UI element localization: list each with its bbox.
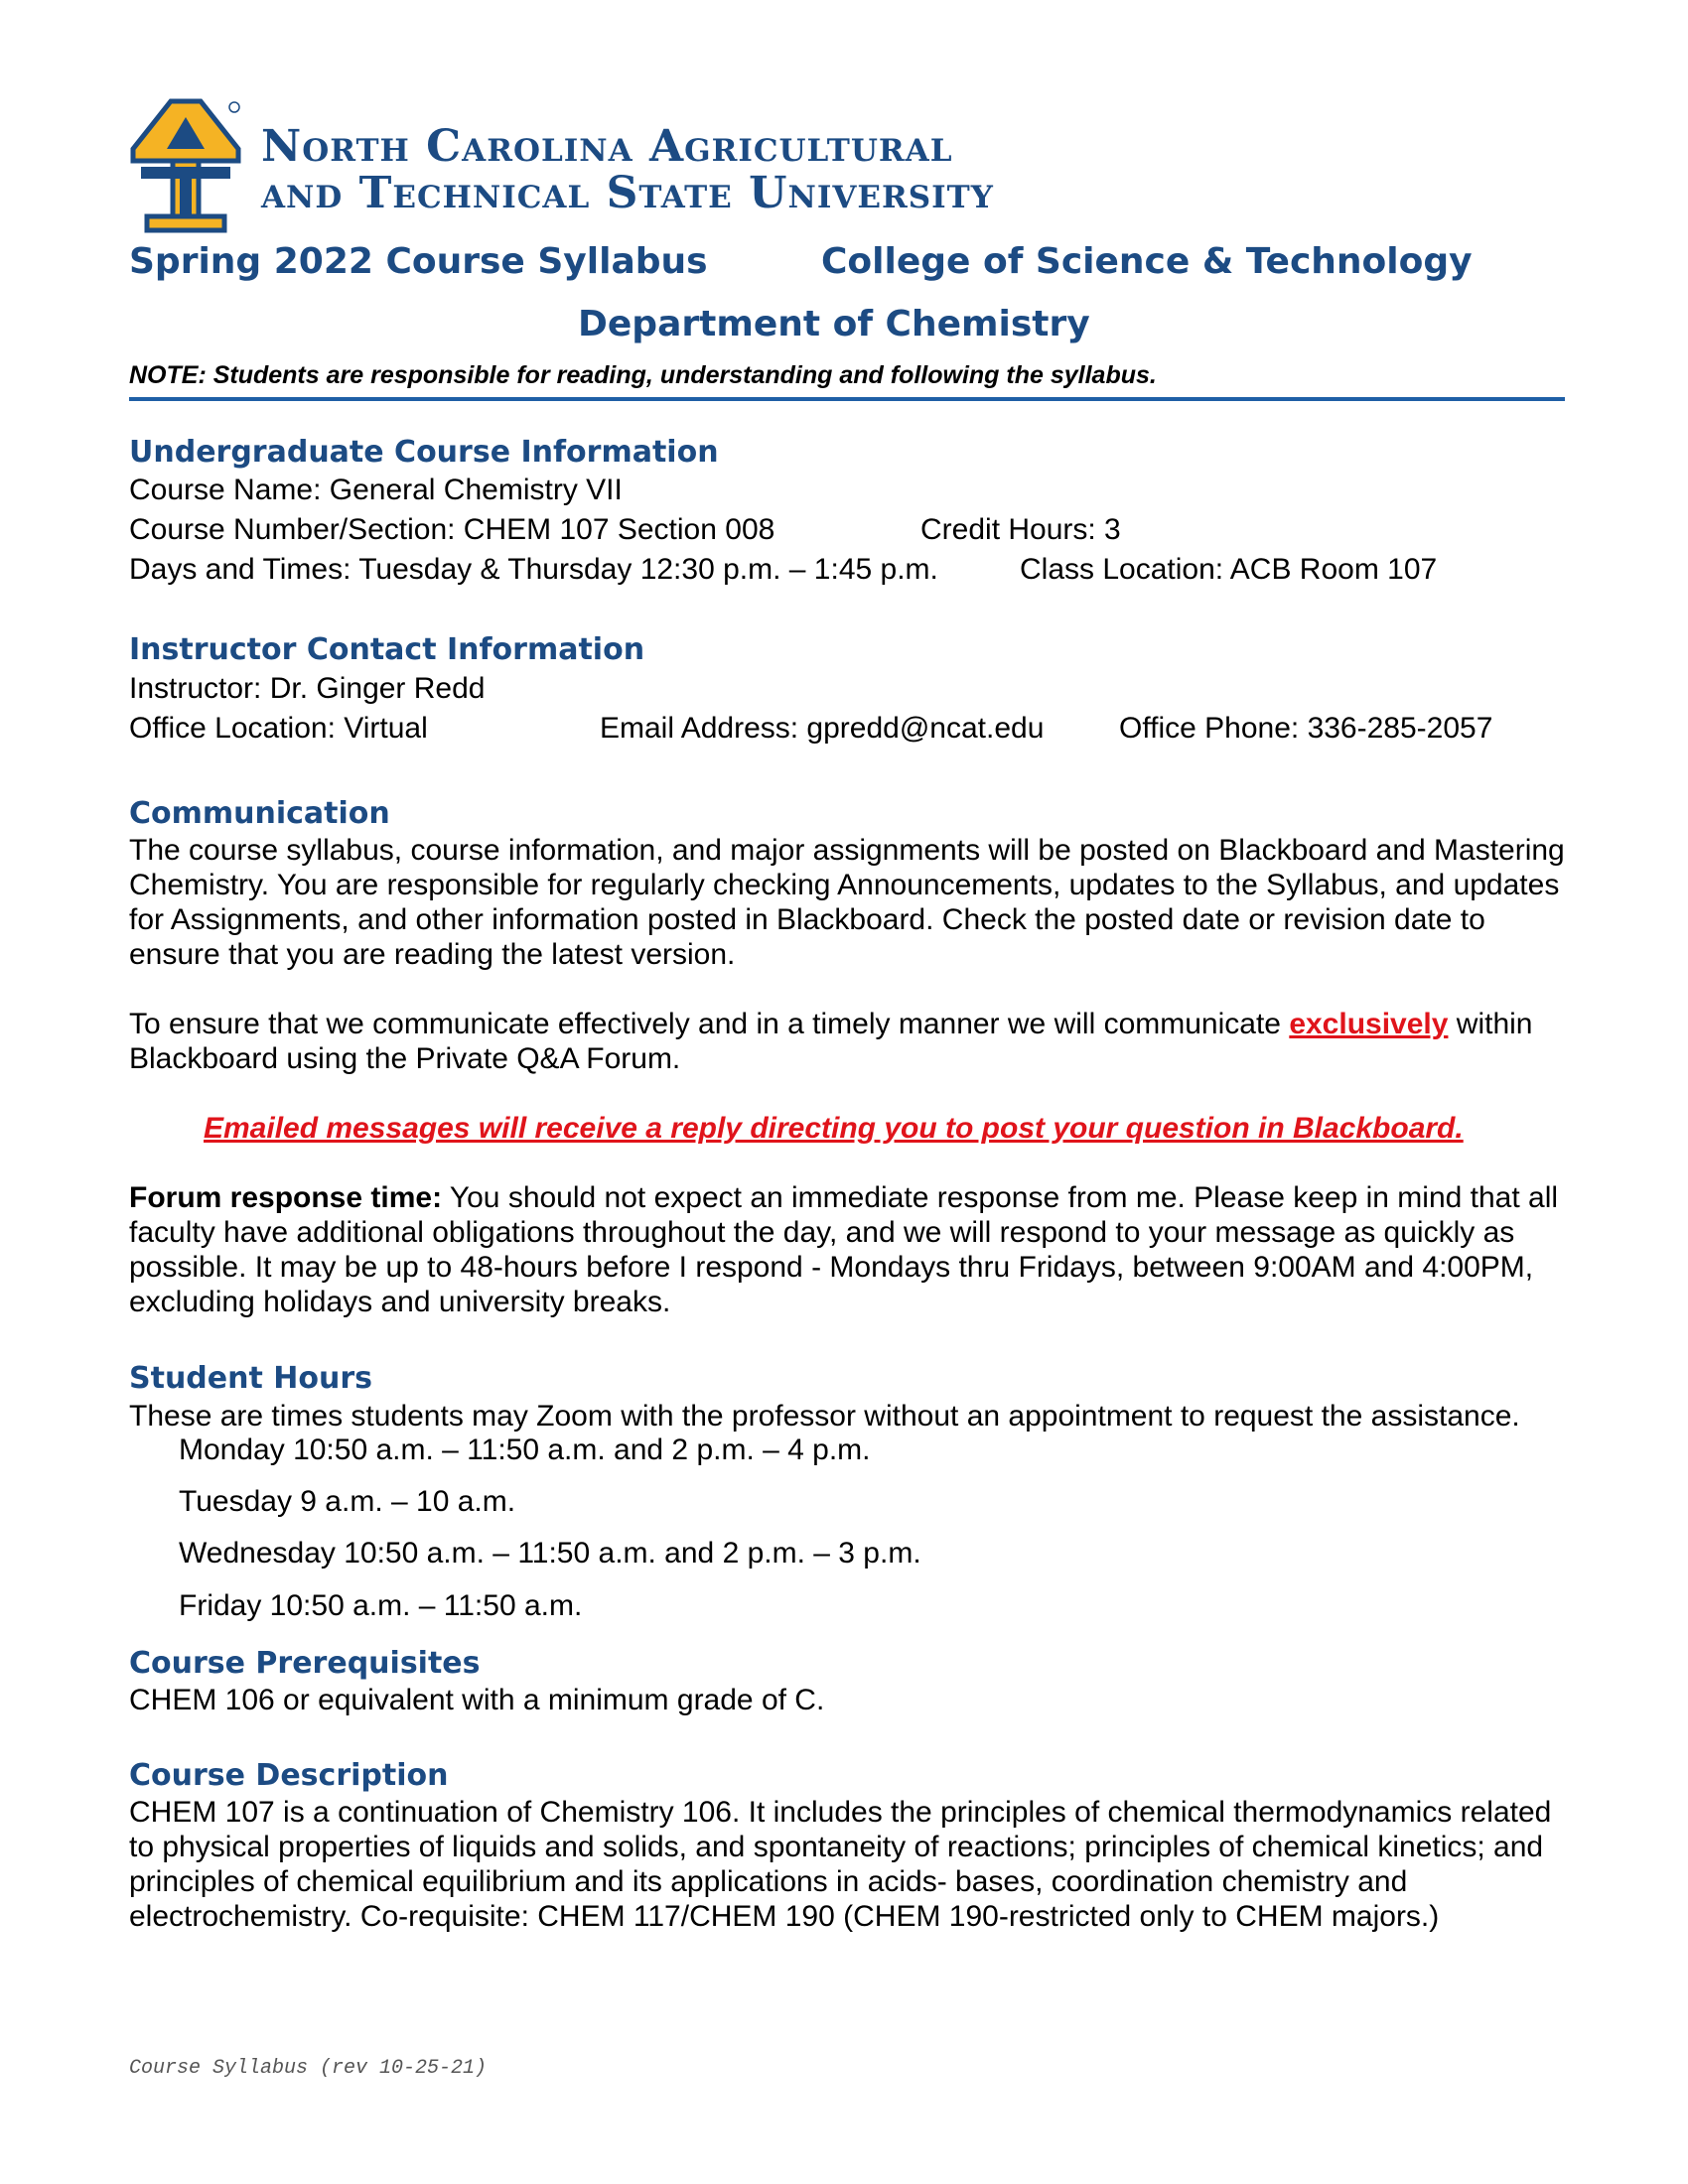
communication-paragraph-2 xyxy=(129,1007,1569,1076)
description-text: CHEM 107 is a continuation of Chemistry 106. It includes the principles of chemical thermodynamics related to physical properties of liquids and solids, and spontaneity of reactions; principles of chemical kinetics; and principles of chemical equilibrium and its applications in acids- bases, coordination chemistry and electrochemistry. Co-requisite: CHEM 117/CHEM 190 (CHEM 190-restricted only to CHEM majors.) xyxy=(129,1796,1552,1933)
instructor-name: Instructor: Dr. Ginger Redd xyxy=(129,672,486,705)
course-name: Course Name: General Chemistry VII xyxy=(129,474,623,506)
days-times: Days and Times: Tuesday & Thursday 12:30 p.m. – 1:45 p.m. xyxy=(129,553,938,586)
office-location: Office Location: Virtual xyxy=(129,712,428,745)
credit-hours: Credit Hours: 3 xyxy=(920,513,1121,546)
course-info-heading: Undergraduate Course Information xyxy=(129,435,719,470)
student-hours-intro: These are times students may Zoom with the professor without an appointment to request the assistance. xyxy=(129,1400,1520,1433)
class-location: Class Location: ACB Room 107 xyxy=(1020,553,1438,586)
student-hours-tuesday: Tuesday 9 a.m. – 10 a.m. xyxy=(179,1485,516,1518)
student-hours-monday: Monday 10:50 a.m. – 11:50 a.m. and 2 p.m. – 4 p.m. xyxy=(179,1433,871,1466)
prerequisites-text: CHEM 106 or equivalent with a minimum grade of C. xyxy=(129,1684,825,1716)
college-name: College of Science & Technology xyxy=(821,241,1473,282)
instructor-email: Email Address: gpredd@ncat.edu xyxy=(600,712,1045,745)
course-number: Course Number/Section: CHEM 107 Section 008 xyxy=(129,513,775,546)
university-logo xyxy=(127,97,1120,236)
exclusively-emphasis: exclusively xyxy=(1289,1008,1449,1040)
syllabus-note: NOTE: Students are responsible for reading, understanding and following the syllabus. xyxy=(129,361,1157,389)
logo-line-2: and Technical State University xyxy=(261,168,994,218)
forum-response-label: Forum response time: xyxy=(129,1181,443,1214)
description-heading: Course Description xyxy=(129,1758,449,1793)
instructor-heading: Instructor Contact Information xyxy=(129,632,645,667)
student-hours-heading: Student Hours xyxy=(129,1361,372,1396)
logo-line-1: North Carolina Agricultural xyxy=(261,121,953,172)
footer-revision: Course Syllabus (rev 10-25-21) xyxy=(129,2057,488,2080)
aggie-emblem-icon xyxy=(127,97,244,234)
email-warning: Emailed messages will receive a reply directing you to post your question in Blackboard. xyxy=(204,1112,1464,1145)
communication-heading: Communication xyxy=(129,796,390,831)
department-name: Department of Chemistry xyxy=(578,304,1090,344)
paragraph-2-text-after: within Blackboard using the Private Q&A Forum. xyxy=(129,1008,1533,1075)
header-divider xyxy=(129,397,1565,401)
student-hours-wednesday: Wednesday 10:50 a.m. – 11:50 a.m. and 2 p.m. – 3 p.m. xyxy=(179,1537,921,1570)
student-hours-friday: Friday 10:50 a.m. – 11:50 a.m. xyxy=(179,1589,583,1622)
office-phone: Office Phone: 336-285-2057 xyxy=(1119,712,1493,745)
forum-response-text: You should not expect an immediate response from me. Please keep in mind that all faculty have additional obligations throughout the day, and we will respond to your message as quickly as possible. It may be up to 48-hours before I respond - Mondays thru Fridays, between 9:00AM and 4:00PM, excluding holidays and university breaks. xyxy=(129,1181,1559,1318)
communication-paragraph-1: The course syllabus, course information, and major assignments will be posted on Blackboard and Mastering Chemistry. You are responsible for regularly checking Announcements, updates to the Syllabus, and updates for Assignments, and other information posted in Blackboard. Check the posted date or revision date to ensure that you are reading the latest version. xyxy=(129,834,1565,971)
paragraph-2-text-before: To ensure that we communicate effectively and in a timely manner we will communicate xyxy=(129,1008,1290,1040)
semester-title: Spring 2022 Course Syllabus xyxy=(129,241,708,282)
forum-response-paragraph xyxy=(129,1180,1569,1319)
prerequisites-heading: Course Prerequisites xyxy=(129,1646,481,1681)
